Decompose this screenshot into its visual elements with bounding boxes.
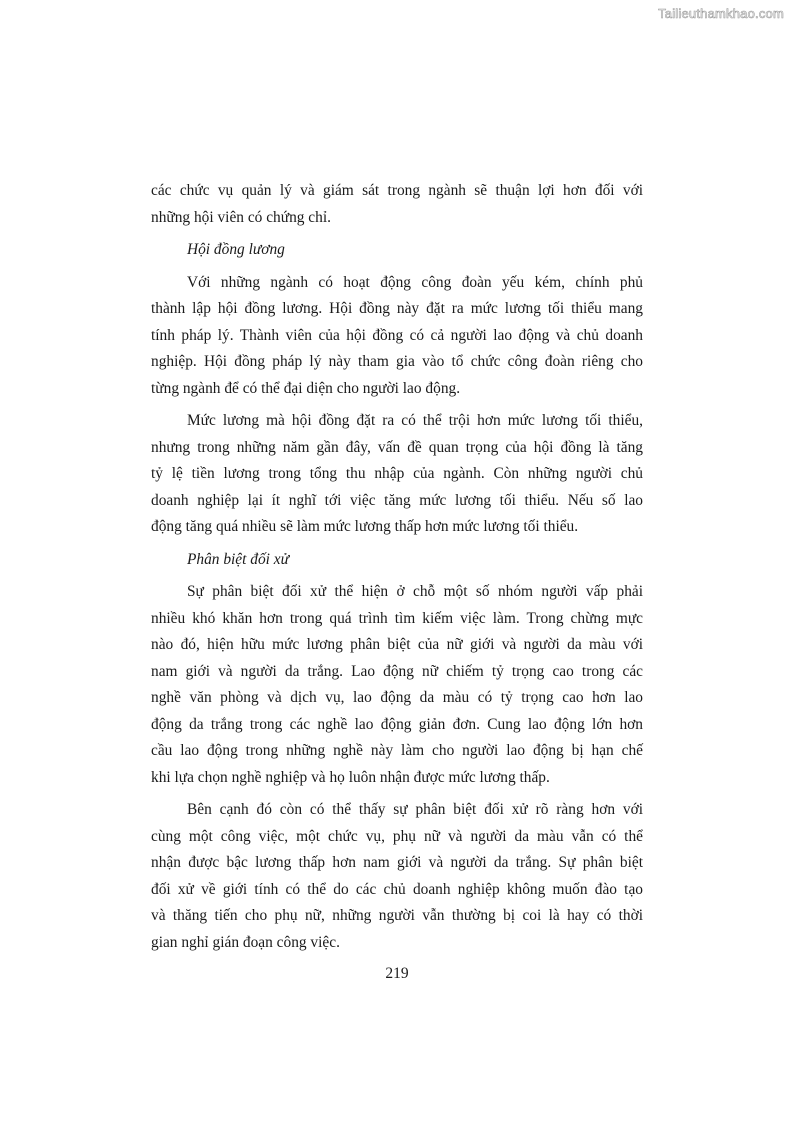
paragraph	[151, 408, 643, 541]
text-line: nào đó, hiện hữu mức lương phân biệt của nữ giới và người da màu với	[151, 636, 643, 653]
text-line: nhiều khó khăn hơn trong quá trình tìm kiếm việc làm. Trong chừng mực	[151, 609, 643, 627]
text-line: doanh nghiệp lại ít nghĩ tới việc tăng mức lương tối thiểu. Nếu số lao	[151, 491, 643, 509]
text-line: Mức lương mà hội đồng đặt ra có thể trội hơn mức lương tối thiểu,	[187, 412, 643, 429]
text-line: đối xử về giới tính có thể do các chủ doanh nghiệp không muốn đào tạo	[151, 880, 643, 898]
text-line: Sự phân biệt đối xử thể hiện ở chỗ một số nhóm người vấp phải	[187, 583, 643, 600]
text-line: nam giới và người da trắng. Lao động nữ chiếm tỷ trọng cao trong các	[151, 662, 643, 680]
text-line: tính pháp lý. Thành viên của hội đồng có cả người lao động và chủ doanh	[151, 326, 643, 344]
paragraph-continuation	[151, 178, 643, 231]
text-line: Bên cạnh đó còn có thể thấy sự phân biệt đối xử rõ ràng hơn với	[187, 801, 643, 818]
section-heading-wage-council: Hội đồng lương	[187, 241, 285, 258]
watermark: Tailieuthamkhao.com	[658, 6, 784, 21]
text-line: và thăng tiến cho phụ nữ, những người vẫn thường bị coi là hay có thời	[151, 907, 643, 924]
text-line: thành lập hội đồng lương. Hội đồng này đặt ra mức lương tối thiểu mang	[151, 300, 643, 317]
page-body	[151, 178, 643, 956]
text-line: cầu lao động trong những nghề này làm cho người lao động bị hạn chế	[151, 742, 643, 759]
text-line: nhận được bậc lương thấp hơn nam giới và người da trắng. Sự phân biệt	[151, 854, 643, 871]
text-line: các chức vụ quản lý và giám sát trong ngành sẽ thuận lợi hơn đối với	[151, 182, 643, 199]
text-line: khi lựa chọn nghề nghiệp và họ luôn nhận được mức lương thấp.	[151, 768, 550, 786]
text-line: gian nghỉ gián đoạn công việc.	[151, 933, 340, 951]
text-line: động tăng quá nhiều sẽ làm mức lương thấp hơn mức lương tối thiểu.	[151, 518, 579, 535]
text-line: động da trắng trong các nghề lao động giản đơn. Cung lao động lớn hơn	[151, 715, 643, 733]
text-line: từng ngành để có thể đại diện cho người lao động.	[151, 379, 461, 397]
text-line: những hội viên có chứng chỉ.	[151, 208, 331, 226]
page-number: 219	[385, 965, 409, 982]
paragraph	[151, 270, 643, 403]
paragraph	[151, 797, 643, 956]
text-line: tỷ lệ tiền lương trong tổng thu nhập của ngành. Còn những người chủ	[151, 465, 643, 482]
section-heading-discrimination: Phân biệt đối xử	[187, 550, 290, 568]
paragraph	[151, 579, 643, 791]
text-line: cùng một công việc, một chức vụ, phụ nữ và người da màu vẫn có thể	[151, 827, 643, 845]
text-line: nhưng trong những năm gần đây, vấn đề quan trọng của hội đồng là tăng	[151, 438, 643, 456]
text-line: Với những ngành có hoạt động công đoàn yếu kém, chính phủ	[187, 273, 643, 291]
text-line: nghiệp. Hội đồng pháp lý này tham gia vào tổ chức công đoàn riêng cho	[151, 353, 643, 370]
text-line: nghề văn phòng và dịch vụ, lao động da màu có tỷ trọng cao hơn lao	[151, 689, 643, 706]
